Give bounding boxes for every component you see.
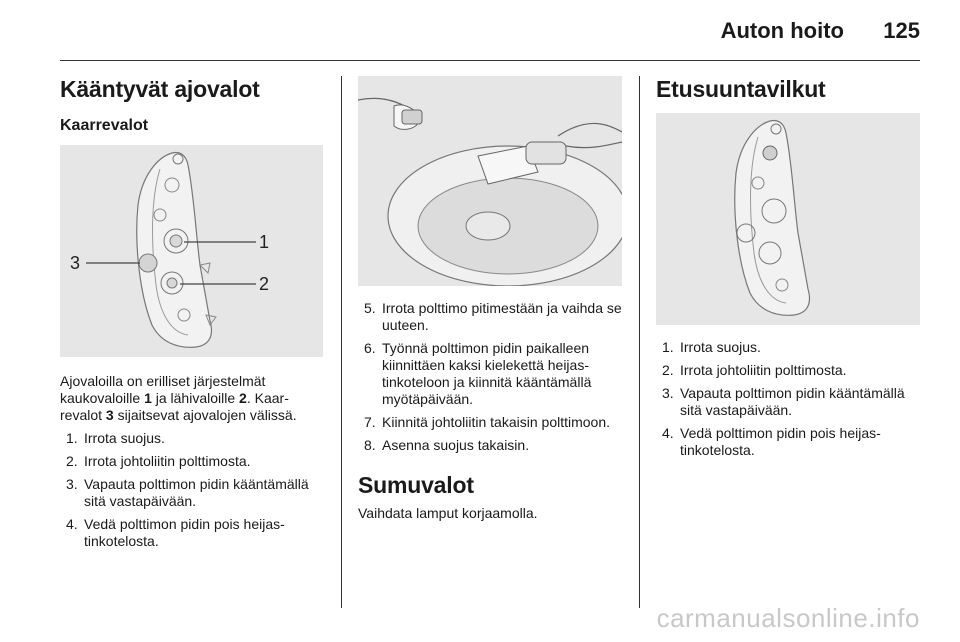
- step-number: 1.: [66, 430, 78, 446]
- step-number: 2.: [66, 453, 78, 469]
- left-steps-list: [60, 430, 326, 550]
- section-title-etusuuntavilkut: Etusuuntavilkut: [656, 76, 826, 102]
- list-item: [60, 516, 326, 550]
- column-divider-right: [639, 76, 640, 608]
- step-number: 6.: [364, 340, 376, 356]
- step-number: 4.: [662, 425, 674, 441]
- step-number: 1.: [662, 339, 674, 355]
- list-item: [656, 385, 920, 419]
- intro-num1: 1: [144, 390, 152, 406]
- bulb-replacement-figure: [358, 76, 622, 286]
- step-text: Asenna suojus takaisin.: [382, 437, 530, 453]
- right-column: [656, 76, 920, 459]
- list-item: [60, 453, 326, 470]
- step-text: Kiinnitä johtoliitin takaisin polttimoon.: [382, 414, 611, 430]
- sumuvalot-paragraph: Vaihdata lamput korjaamolla.: [358, 505, 538, 521]
- intro-part3: . Kaarrevalot: [60, 390, 289, 423]
- list-item: [656, 362, 920, 379]
- figure-label-3: 3: [70, 253, 81, 273]
- intro-paragraph: [60, 373, 326, 424]
- list-item: [656, 425, 920, 459]
- section-title-sumuvalot: Sumuvalot: [358, 472, 474, 498]
- figure-label-2: 2: [259, 274, 270, 294]
- step-text: Vapauta polttimon pidin kääntämällä sitä vastapäivään.: [680, 385, 905, 418]
- headlamp-rear-illustration: [60, 145, 323, 357]
- step-text: Irrota polttimo pitimestään ja vaihda se uuteen.: [382, 300, 622, 333]
- header-title: Auton hoito: [720, 18, 844, 43]
- intro-num3: 3: [105, 407, 114, 423]
- middle-steps-list: [358, 300, 622, 454]
- step-number: 5.: [364, 300, 376, 316]
- step-text: Vedä polttimon pidin pois heijastinkotelosta.: [680, 425, 881, 458]
- list-item: [656, 339, 920, 356]
- headlamp-rear-figure: [60, 145, 323, 357]
- list-item: [358, 414, 622, 431]
- step-text: Irrota suojus.: [84, 430, 165, 446]
- step-text: Irrota johtoliitin polttimosta.: [84, 453, 251, 469]
- list-item: [358, 437, 622, 454]
- subsection-title-kaarrevalot: Kaarrevalot: [60, 117, 149, 134]
- intro-part1: Ajovaloilla on erilliset järjestelmät kaukovaloille: [60, 373, 266, 406]
- middle-column: [358, 76, 622, 522]
- step-number: 4.: [66, 516, 78, 532]
- step-text: Työnnä polttimon pidin paikalleen kiinnittäen kaksi kielekettä heijastinkoteloon ja kiinnitä kääntämällä myötäpäivään.: [382, 340, 592, 407]
- page-number: 125: [883, 18, 920, 43]
- step-number: 2.: [662, 362, 674, 378]
- page-header: [0, 0, 960, 60]
- watermark: carmanualsonline.info: [656, 603, 920, 633]
- step-text: Vapauta polttimon pidin kääntämällä sitä vastapäivään.: [84, 476, 309, 509]
- list-item: [358, 340, 622, 408]
- right-steps-list: [656, 339, 920, 459]
- intro-num2: 2: [239, 390, 247, 406]
- figure-label-1: 1: [259, 232, 270, 252]
- step-number: 8.: [364, 437, 376, 453]
- intro-part4: sijaitsevat ajovalojen välissä.: [113, 407, 297, 423]
- intro-part2: ja lähivaloille: [151, 390, 240, 406]
- step-number: 3.: [662, 385, 674, 401]
- header-rule: [60, 60, 920, 61]
- step-text: Irrota suojus.: [680, 339, 761, 355]
- step-number: 3.: [66, 476, 78, 492]
- step-number: 7.: [364, 414, 376, 430]
- list-item: [60, 430, 326, 447]
- list-item: [358, 300, 622, 334]
- step-text: Vedä polttimon pidin pois heijastinkotelosta.: [84, 516, 285, 549]
- left-column: [60, 76, 326, 550]
- step-text: Irrota johtoliitin polttimosta.: [680, 362, 847, 378]
- indicator-lamp-illustration: [656, 113, 920, 325]
- list-item: [60, 476, 326, 510]
- indicator-lamp-figure: [656, 113, 920, 325]
- bulb-replacement-illustration: [358, 76, 622, 286]
- column-divider-left: [341, 76, 342, 608]
- section-title-kaantyvat-ajovalot: Kääntyvät ajovalot: [60, 76, 260, 102]
